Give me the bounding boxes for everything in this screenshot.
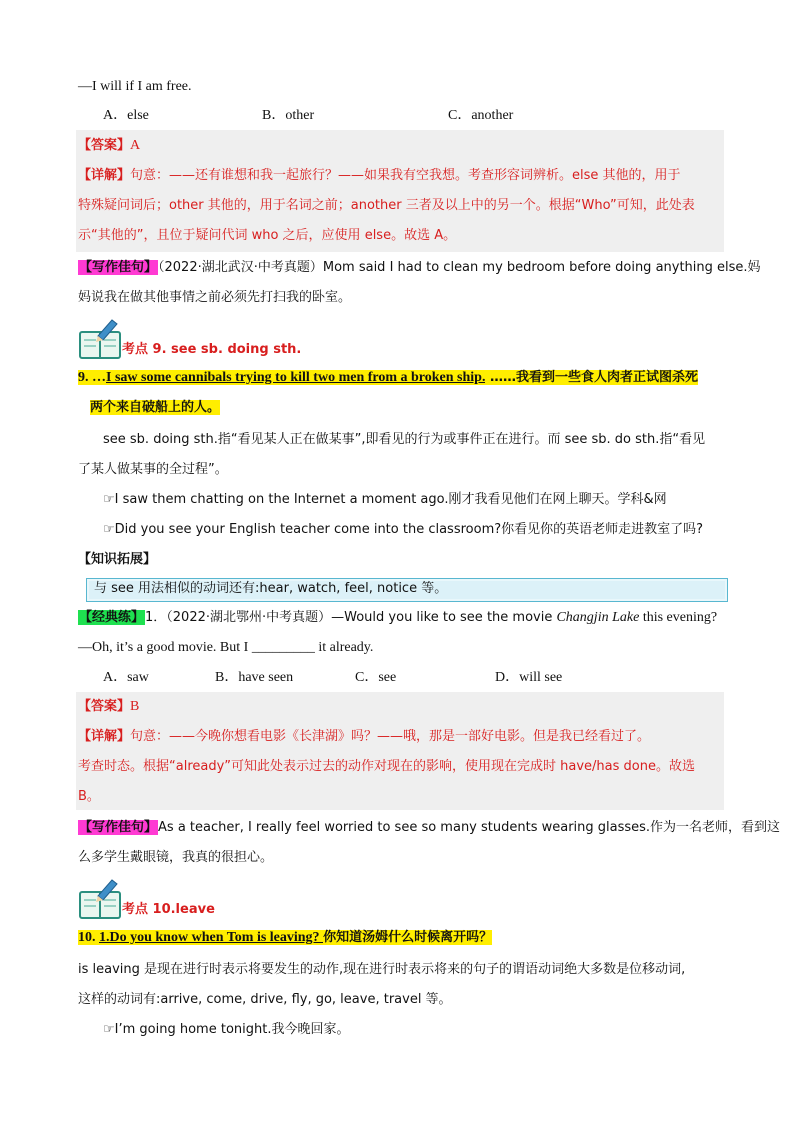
- section-heading-cont: 两个来自破船上的人。: [90, 400, 221, 415]
- option-b: B．other: [262, 108, 315, 123]
- detail-line: 【详解】句意：——还有谁想和我一起旅行？——如果我有空我想。考查形容词辨析。else 其他的，用于: [78, 168, 681, 183]
- writing-line: 【写作佳句】（2022·湖北武汉·中考真题）Mom said I had to clean my bedroom before doing anything else.妈: [79, 260, 761, 275]
- extend-text: 与 see 用法相似的动词还有:hear, watch, feel, notice 等。: [94, 581, 448, 596]
- example-line: ☞I’m going home tonight.我今晚回家。: [103, 1022, 350, 1037]
- answer-tag: 【答案】: [78, 138, 131, 153]
- detail-line: 考查时态。根据“already”可知此处表示过去的动作对现在的影响，使用现在完成时 have/has done。故选: [78, 759, 695, 774]
- heading-english: I saw some cannibals trying to kill two men from a broken ship.: [106, 370, 486, 385]
- heading-english: 1.Do you know when Tom is leaving?: [99, 930, 324, 945]
- option-d: D．will see: [495, 670, 563, 685]
- section-heading: 9. …I saw some cannibals trying to kill two men from a broken ship. ……我看到一些食人肉者正试图杀死: [78, 370, 698, 385]
- dialogue-line: —I will if I am free.: [78, 79, 192, 94]
- option-a: A．saw: [103, 670, 149, 685]
- example-line: ☞Did you see your English teacher come into the classroom?你看见你的英语老师走进教室了吗?: [103, 522, 704, 537]
- extend-tag: 【知识拓展】: [78, 552, 157, 567]
- option-b: B．have seen: [215, 670, 294, 685]
- option-c: C．another: [448, 108, 514, 123]
- knowledge-point-label: 考点 9. see sb. doing sth.: [122, 342, 302, 357]
- writing-tag: 【写作佳句】: [79, 820, 158, 835]
- writing-line: 么多学生戴眼镜，我真的很担心。: [78, 850, 274, 865]
- detail-line: B。: [78, 789, 100, 804]
- book-pencil-icon: [78, 878, 124, 922]
- knowledge-point-header: [78, 878, 478, 922]
- answer-value: B: [130, 699, 140, 714]
- explanation-line: 了某人做某事的全过程”。: [78, 462, 228, 477]
- explanation-line: see sb. doing sth.指“看见某人正在做某事”,即看见的行为或事件正在进行。而 see sb. do sth.指“看见: [103, 432, 706, 447]
- detail-line: 特殊疑问词后；other 其他的，用于名词之前；another 三者及以上中的另一个。根据“Who”可知，此处表: [78, 198, 695, 213]
- exercise-line: —Oh, it’s a good movie. But I _________ it already.: [78, 640, 374, 655]
- section-heading: 10. 1.Do you know when Tom is leaving? 你知道汤姆什么时候离开吗？: [78, 930, 493, 945]
- detail-tag: 【详解】: [78, 729, 131, 744]
- writing-tag: 【写作佳句】: [79, 260, 158, 275]
- option-c: C．see: [355, 670, 397, 685]
- book-pencil-icon: [78, 318, 124, 362]
- detail-tag: 【详解】: [78, 168, 131, 183]
- detail-line: 【详解】句意：——今晚你想看电影《长津湖》吗？——哦，那是一部好电影。但是我已经看过了。: [78, 729, 651, 744]
- answer-tag: 【答案】: [78, 699, 131, 714]
- exercise-line: 【经典练】1．（2022·湖北鄂州·中考真题）—Would you like to see the movie Changjin Lake this evening?: [79, 610, 718, 625]
- knowledge-point-label: 考点 10.leave: [122, 902, 215, 917]
- example-line: ☞I saw them chatting on the Internet a moment ago.刚才我看见他们在网上聊天。学科&网: [103, 492, 667, 507]
- movie-title: Changjin Lake: [556, 610, 640, 625]
- writing-line: 妈说我在做其他事情之前必须先打扫我的卧室。: [78, 290, 352, 305]
- heading-chinese: ……我看到一些食人肉者正试图杀死: [485, 370, 698, 385]
- answer-line: [78, 136, 723, 156]
- answer-value: A: [130, 138, 141, 153]
- heading-chinese: 你知道汤姆什么时候离开吗？: [323, 930, 493, 945]
- knowledge-point-header: [78, 318, 478, 362]
- exercise-tag: 【经典练】: [79, 610, 145, 625]
- answer-line: [78, 697, 723, 717]
- writing-line: 【写作佳句】As a teacher, I really feel worried to see so many students wearing glasses.作为一名老师，看到这: [79, 820, 781, 835]
- explanation-line: 这样的动词有:arrive, come, drive, fly, go, leave, travel 等。: [78, 992, 452, 1007]
- detail-line: 示“其他的”，且位于疑问代词 who 之后，应使用 else。故选 A。: [78, 228, 457, 243]
- explanation-line: is leaving 是现在进行时表示将要发生的动作,现在进行时表示将来的句子的谓语动词绝大多数是位移动词,: [78, 962, 686, 977]
- option-a: A．else: [103, 108, 149, 123]
